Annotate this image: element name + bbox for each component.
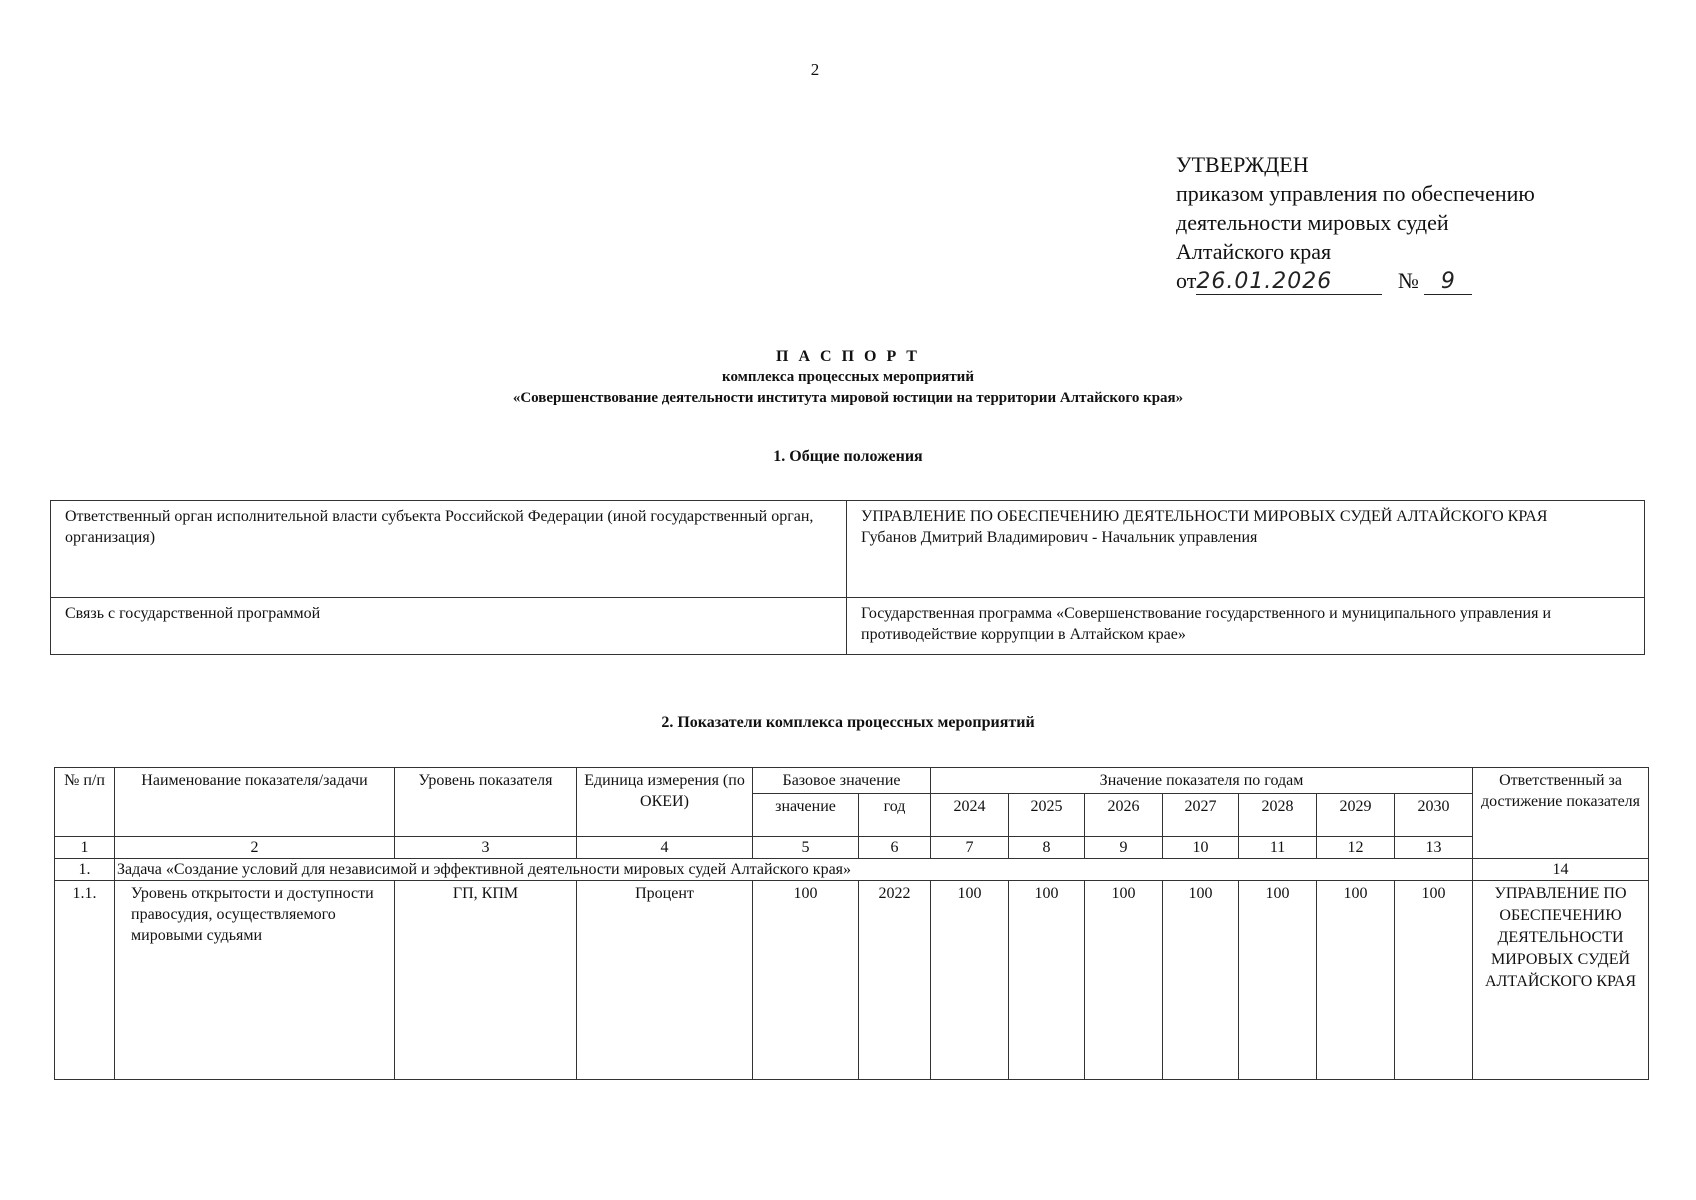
header-base: Базовое значение bbox=[753, 768, 931, 794]
general-provisions-table bbox=[50, 500, 1645, 655]
indicator-unit: Процент bbox=[577, 881, 753, 1080]
indicator-value: 100 bbox=[1009, 881, 1085, 1080]
approval-line-3: Алтайского края bbox=[1176, 239, 1332, 264]
section-2-title: 2. Показатели комплекса процессных мероприятий bbox=[661, 714, 1035, 731]
responsible-body-label: Ответственный орган исполнительной власти субъекта Российской Федерации (иной государственный орган, организация) bbox=[51, 501, 847, 598]
number-sign: № bbox=[1397, 268, 1419, 293]
task-num: 1. bbox=[55, 859, 115, 881]
column-number: 13 bbox=[1395, 837, 1473, 859]
header-base-value: значение bbox=[753, 794, 859, 837]
document-title-block bbox=[0, 346, 1696, 409]
approval-date-line bbox=[1176, 266, 1596, 295]
table-row bbox=[51, 598, 1645, 655]
document-type: П А С П О Р Т bbox=[776, 348, 920, 365]
order-number: 9 bbox=[1440, 269, 1456, 294]
indicator-value: 100 bbox=[1395, 881, 1473, 1080]
date-prefix: от bbox=[1176, 268, 1197, 293]
order-date-field bbox=[1196, 269, 1382, 295]
column-number: 3 bbox=[395, 837, 577, 859]
header-year: 2028 bbox=[1239, 794, 1317, 837]
header-name: Наименование показателя/задачи bbox=[115, 768, 395, 837]
column-number: 5 bbox=[753, 837, 859, 859]
approval-heading: УТВЕРЖДЕН bbox=[1176, 152, 1309, 177]
column-number-row bbox=[55, 837, 1649, 859]
indicator-name: Уровень открытости и доступности правосудия, осуществляемого мировыми судьями bbox=[115, 881, 395, 1080]
column-number: 1 bbox=[55, 837, 115, 859]
header-year: 2025 bbox=[1009, 794, 1085, 837]
column-number: 6 bbox=[859, 837, 931, 859]
task-row bbox=[55, 859, 1649, 881]
column-number: 12 bbox=[1317, 837, 1395, 859]
task-responsible-number: 14 bbox=[1473, 859, 1649, 881]
table-row bbox=[55, 881, 1649, 1080]
header-by-years: Значение показателя по годам bbox=[931, 768, 1473, 794]
header-year: 2027 bbox=[1163, 794, 1239, 837]
header-num: № п/п bbox=[55, 768, 115, 837]
header-year: 2030 bbox=[1395, 794, 1473, 837]
responsible-person: Губанов Дмитрий Владимирович - Начальник управления bbox=[861, 529, 1258, 546]
column-number: 10 bbox=[1163, 837, 1239, 859]
responsible-body-name: УПРАВЛЕНИЕ ПО ОБЕСПЕЧЕНИЮ ДЕЯТЕЛЬНОСТИ МИРОВЫХ СУДЕЙ АЛТАЙСКОГО КРАЯ bbox=[861, 508, 1548, 525]
column-number: 11 bbox=[1239, 837, 1317, 859]
page-number: 2 bbox=[810, 60, 820, 79]
task-text: Задача «Создание условий для независимой и эффективной деятельности мировых судей Алтайского края» bbox=[115, 859, 1473, 881]
indicators-table bbox=[54, 767, 1649, 1080]
program-link-label: Связь с государственной программой bbox=[51, 598, 847, 655]
column-number: 2 bbox=[115, 837, 395, 859]
order-date: 26.01.2026 bbox=[1196, 269, 1333, 294]
column-number: 8 bbox=[1009, 837, 1085, 859]
header-year: 2026 bbox=[1085, 794, 1163, 837]
approval-stamp bbox=[1176, 150, 1596, 295]
approval-line-1: приказом управления по обеспечению bbox=[1176, 181, 1535, 206]
indicator-value: 100 bbox=[1317, 881, 1395, 1080]
indicator-value: 100 bbox=[931, 881, 1009, 1080]
indicator-responsible: УПРАВЛЕНИЕ ПО ОБЕСПЕЧЕНИЮ ДЕЯТЕЛЬНОСТИ МИРОВЫХ СУДЕЙ АЛТАЙСКОГО КРАЯ bbox=[1473, 881, 1649, 1080]
header-responsible: Ответственный за достижение показателя bbox=[1473, 768, 1649, 859]
table-row bbox=[51, 501, 1645, 598]
table-header-row bbox=[55, 768, 1649, 794]
header-base-year: год bbox=[859, 794, 931, 837]
indicator-value: 100 bbox=[1239, 881, 1317, 1080]
responsible-body-value bbox=[847, 501, 1645, 598]
indicator-num: 1.1. bbox=[55, 881, 115, 1080]
column-number: 7 bbox=[931, 837, 1009, 859]
header-level: Уровень показателя bbox=[395, 768, 577, 837]
indicator-level: ГП, КПМ bbox=[395, 881, 577, 1080]
header-year: 2024 bbox=[931, 794, 1009, 837]
document-subtitle: комплекса процессных мероприятий bbox=[722, 369, 974, 385]
column-number: 4 bbox=[577, 837, 753, 859]
approval-line-2: деятельности мировых судей bbox=[1176, 210, 1449, 235]
program-link-value: Государственная программа «Совершенствование государственного и муниципального управления и противодействие коррупции в Алтайском крае» bbox=[847, 598, 1645, 655]
indicator-value: 100 bbox=[1085, 881, 1163, 1080]
order-number-field bbox=[1424, 269, 1472, 295]
column-number: 9 bbox=[1085, 837, 1163, 859]
header-unit: Единица измерения (по ОКЕИ) bbox=[577, 768, 753, 837]
indicator-value: 100 bbox=[1163, 881, 1239, 1080]
indicator-base-value: 100 bbox=[753, 881, 859, 1080]
section-1-title: 1. Общие положения bbox=[773, 448, 923, 465]
indicator-base-year: 2022 bbox=[859, 881, 931, 1080]
document-name: «Совершенствование деятельности института мировой юстиции на территории Алтайского края» bbox=[512, 390, 1184, 406]
header-year: 2029 bbox=[1317, 794, 1395, 837]
